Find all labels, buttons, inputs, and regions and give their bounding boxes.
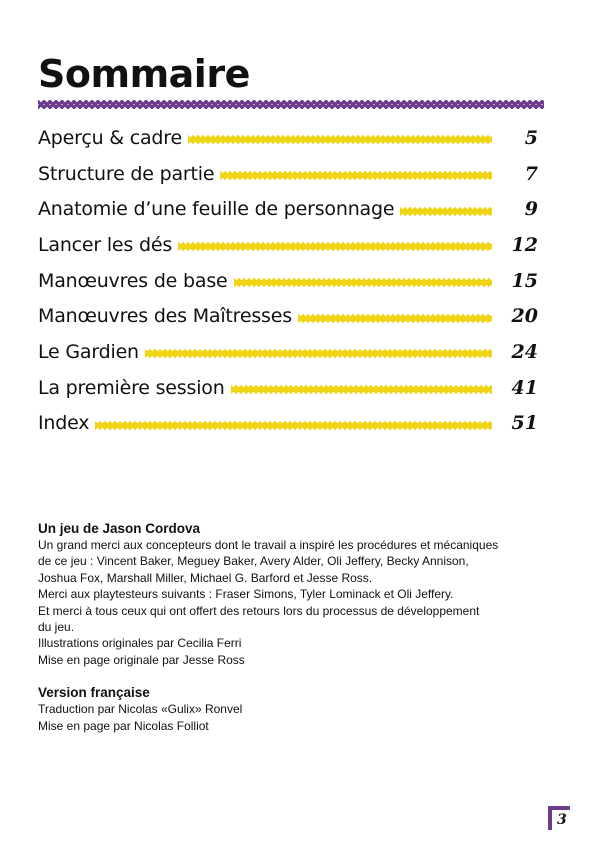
toc-entry[interactable] xyxy=(38,227,538,263)
toc-entry[interactable] xyxy=(38,191,538,227)
credits-line: du jeu. xyxy=(38,620,75,635)
french-version-heading: Version française xyxy=(38,685,150,701)
toc-entry-label[interactable]: Index xyxy=(38,412,90,435)
toc-entry-label[interactable]: Lancer les dés xyxy=(38,233,173,256)
credits-line: Et merci à tous ceux qui ont offert des retours lors du processus de développement xyxy=(38,603,480,618)
toc-entry-page[interactable]: 41 xyxy=(511,376,538,399)
toc-entry-page[interactable]: 15 xyxy=(511,269,538,292)
corner-bracket-left xyxy=(548,806,552,830)
toc-entry-page[interactable]: 12 xyxy=(511,233,538,256)
credits-heading: Un jeu de Jason Cordova xyxy=(38,521,201,536)
toc-leader xyxy=(95,421,492,430)
toc-entry-page[interactable]: 24 xyxy=(511,340,538,363)
credits-line: Illustrations originales par Cecilia Ferri xyxy=(38,636,242,651)
page-number-badge xyxy=(548,806,574,832)
credits-line: Merci aux playtesteurs suivants : Fraser Simons, Tyler Lominack et Oli Jeffery. xyxy=(38,587,454,602)
toc-entry-page[interactable]: 7 xyxy=(524,162,538,185)
toc-entry-page[interactable]: 20 xyxy=(511,305,538,328)
toc-leader xyxy=(234,278,492,287)
toc-entry[interactable] xyxy=(38,156,538,192)
toc-leader xyxy=(188,135,492,144)
toc-entry-label[interactable]: Manœuvres de base xyxy=(38,269,228,292)
toc-entry-label[interactable]: Manœuvres des Maîtresses xyxy=(38,305,292,328)
toc-entry[interactable] xyxy=(38,120,538,156)
toc-leader xyxy=(145,349,492,358)
spacer xyxy=(38,668,558,684)
page-number: 3 xyxy=(557,812,567,828)
toc-entry-label[interactable]: La première session xyxy=(38,376,225,399)
toc-entry-label[interactable]: Le Gardien xyxy=(38,340,139,363)
toc-leader xyxy=(400,207,492,216)
toc-entry[interactable] xyxy=(38,263,538,299)
toc-entry[interactable] xyxy=(38,370,538,406)
toc-entry[interactable] xyxy=(38,334,538,370)
french-version-line: Mise en page par Nicolas Folliot xyxy=(38,718,209,733)
table-of-contents xyxy=(38,120,538,441)
credits-line: de ce jeu : Vincent Baker, Meguey Baker, Avery Alder, Oli Jeffery, Becky Annison, xyxy=(38,554,469,569)
toc-entry-label[interactable]: Anatomie d’une feuille de personnage xyxy=(38,198,395,221)
toc-entry-page[interactable]: 51 xyxy=(511,412,538,435)
toc-leader xyxy=(220,171,492,180)
credits-line: Mise en page originale par Jesse Ross xyxy=(38,652,245,667)
toc-leader xyxy=(231,385,492,394)
page-title: Sommaire xyxy=(38,52,250,96)
credits-section xyxy=(38,520,558,734)
toc-entry-label[interactable]: Structure de partie xyxy=(38,162,215,185)
toc-entry-label[interactable]: Aperçu & cadre xyxy=(38,126,182,149)
toc-entry-page[interactable]: 5 xyxy=(524,126,538,149)
toc-leader xyxy=(178,242,492,251)
toc-entry[interactable] xyxy=(38,298,538,334)
credits-line: Joshua Fox, Marshall Miller, Michael G. Barford et Jesse Ross. xyxy=(38,570,373,585)
toc-entry-page[interactable]: 9 xyxy=(524,198,538,221)
toc-entry[interactable] xyxy=(38,406,538,442)
toc-leader xyxy=(298,314,492,323)
french-version-line: Traduction par Nicolas «Gulix» Ronvel xyxy=(38,702,243,717)
credits-line: Un grand merci aux concepteurs dont le travail a inspiré les procédures et mécaniques xyxy=(38,538,499,552)
title-divider xyxy=(38,100,544,109)
